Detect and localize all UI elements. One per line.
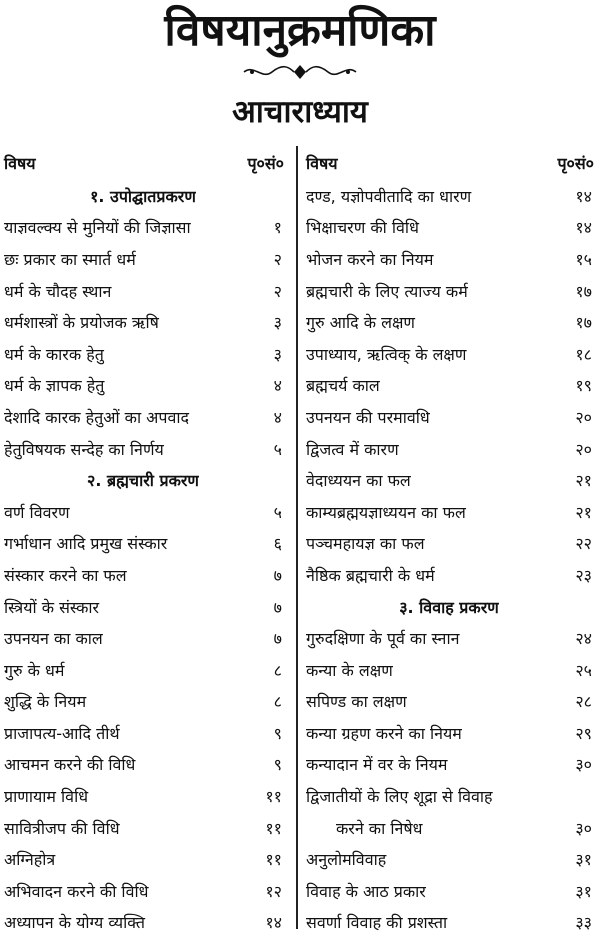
entry-title: कन्या ग्रहण करने का नियम bbox=[306, 723, 462, 743]
entry-title: छः प्रकार का स्मार्त धर्म bbox=[4, 249, 136, 269]
page-number: १८ bbox=[575, 344, 592, 364]
entry-title: गुरु आदि के लक्षण bbox=[306, 313, 416, 333]
page-number: ३० bbox=[575, 818, 592, 838]
toc-entry bbox=[0, 243, 296, 275]
toc-entry bbox=[298, 338, 600, 370]
toc-entry bbox=[298, 843, 600, 875]
page-number: ११ bbox=[265, 818, 282, 838]
entry-title: आचमन करने की विधि bbox=[4, 755, 136, 775]
toc-entry bbox=[0, 812, 296, 844]
entry-title: उपनयन की परमावधि bbox=[306, 407, 430, 427]
page-number: १५ bbox=[575, 249, 592, 269]
toc-entry bbox=[0, 843, 296, 875]
entry-title: दण्ड, यज्ञोपवीतादि का धारण bbox=[306, 186, 472, 206]
toc-entry bbox=[298, 401, 600, 433]
page-number: १७ bbox=[575, 313, 592, 333]
toc-entry bbox=[298, 717, 600, 749]
toc-entry bbox=[0, 496, 296, 528]
page-number: १९ bbox=[575, 376, 592, 396]
page-number: ३ bbox=[273, 344, 282, 364]
page-number: ९ bbox=[273, 723, 282, 743]
entry-title: वेदाध्ययन का फल bbox=[306, 471, 411, 491]
entry-title: कन्या के लक्षण bbox=[306, 660, 393, 680]
toc-entry bbox=[0, 875, 296, 907]
toc-entry bbox=[0, 780, 296, 812]
entry-title: गुरुदक्षिणा के पूर्व का स्नान bbox=[306, 629, 460, 649]
toc-entry bbox=[0, 907, 296, 938]
page-number: ३१ bbox=[575, 881, 592, 901]
entry-title: याज्ञवल्क्य से मुनियों की जिज्ञासा bbox=[4, 218, 191, 238]
toc-entry bbox=[298, 907, 600, 938]
toc-entry bbox=[298, 496, 600, 528]
entry-title: काम्यब्रह्मयज्ञाध्ययन का फल bbox=[306, 502, 466, 522]
entry-title: संस्कार करने का फल bbox=[4, 565, 127, 585]
page-number: २३ bbox=[575, 565, 592, 585]
page-number: २४ bbox=[575, 629, 592, 649]
toc-entry bbox=[0, 338, 296, 370]
column-header bbox=[298, 146, 600, 180]
toc-entry bbox=[0, 401, 296, 433]
page-number: ३ bbox=[273, 313, 282, 333]
section-heading-row bbox=[0, 464, 296, 496]
page-number: ३१ bbox=[575, 850, 592, 870]
toc-entry bbox=[298, 528, 600, 560]
entry-title: वर्ण विवरण bbox=[4, 502, 70, 522]
section-title: २. ब्रह्मचारी प्रकरण bbox=[87, 471, 199, 491]
toc-entry bbox=[0, 654, 296, 686]
entry-title: ब्रह्मचर्य काल bbox=[306, 376, 380, 396]
page-number: ५ bbox=[273, 502, 282, 522]
header-page: पृ०सं० bbox=[247, 154, 284, 173]
column-header bbox=[0, 146, 296, 180]
entry-title: हेतुविषयक सन्देह का निर्णय bbox=[4, 439, 164, 459]
page-number: २१ bbox=[575, 471, 592, 491]
page-number: २ bbox=[273, 249, 282, 269]
section-heading-row bbox=[298, 591, 600, 623]
page-title: विषयानुक्रमणिका bbox=[164, 5, 436, 56]
toc-entry bbox=[298, 654, 600, 686]
page-number: ७ bbox=[273, 565, 282, 585]
entry-title: ब्रह्मचारी के लिए त्याज्य कर्म bbox=[306, 281, 468, 301]
entry-title: स्त्रियों के संस्कार bbox=[4, 597, 100, 617]
page-number: २० bbox=[575, 407, 592, 427]
toc-entry bbox=[0, 528, 296, 560]
entry-title: उपाध्याय, ऋत्विक् के लक्षण bbox=[306, 344, 467, 364]
entry-title: करने का निषेध bbox=[336, 818, 423, 838]
toc-right-rows bbox=[298, 180, 600, 938]
page-number: १४ bbox=[575, 186, 592, 206]
page-number: ४ bbox=[273, 376, 282, 396]
toc-entry bbox=[0, 370, 296, 402]
entry-title: भिक्षाचरण की विधि bbox=[306, 218, 419, 238]
section-title: ३. विवाह प्रकरण bbox=[399, 597, 499, 617]
toc-entry bbox=[0, 749, 296, 781]
page-number: ११ bbox=[265, 850, 282, 870]
page-number: ८ bbox=[273, 692, 282, 712]
entry-title: गुरु के धर्म bbox=[4, 660, 65, 680]
toc-entry bbox=[0, 622, 296, 654]
page-number: ७ bbox=[273, 597, 282, 617]
entry-title: धर्म के चौदह स्थान bbox=[4, 281, 112, 301]
toc-entry bbox=[298, 306, 600, 338]
page-number: ५ bbox=[273, 439, 282, 459]
page-number: २० bbox=[575, 439, 592, 459]
page-number: ९ bbox=[273, 755, 282, 775]
header-page: पृ०सं० bbox=[557, 154, 594, 173]
entry-title: अध्यापन के योग्य व्यक्ति bbox=[4, 913, 145, 933]
section-title: १. उपोद्घातप्रकरण bbox=[90, 186, 196, 206]
toc-entry bbox=[298, 875, 600, 907]
entry-title: अभिवादन करने की विधि bbox=[4, 881, 149, 901]
entry-title: भोजन करने का नियम bbox=[306, 249, 434, 269]
ornament-icon bbox=[240, 62, 360, 82]
toc-entry bbox=[298, 686, 600, 718]
toc-entry bbox=[298, 180, 600, 212]
toc-entry bbox=[298, 433, 600, 465]
entry-title: शुद्धि के नियम bbox=[4, 692, 87, 712]
toc-entry bbox=[298, 212, 600, 244]
toc-entry bbox=[0, 717, 296, 749]
page-number: २ bbox=[273, 281, 282, 301]
toc-entry bbox=[0, 591, 296, 623]
section-heading-row bbox=[0, 180, 296, 212]
toc-left-rows bbox=[0, 180, 296, 938]
toc-right-column bbox=[298, 146, 600, 933]
page-number: १७ bbox=[575, 281, 592, 301]
toc-entry bbox=[298, 749, 600, 781]
toc-entry bbox=[0, 212, 296, 244]
toc-entry bbox=[298, 370, 600, 402]
page-number: २९ bbox=[575, 723, 592, 743]
entry-title: प्राणायाम विधि bbox=[4, 787, 89, 807]
toc-entry bbox=[298, 812, 600, 844]
entry-title: कन्यादान में वर के नियम bbox=[306, 755, 448, 775]
page-number: ३३ bbox=[575, 913, 592, 933]
toc-entry bbox=[298, 622, 600, 654]
page-number: ११ bbox=[265, 787, 282, 807]
entry-title: उपनयन का काल bbox=[4, 629, 103, 649]
page-number: ३० bbox=[575, 755, 592, 775]
page-number: २५ bbox=[575, 660, 592, 680]
ornament-divider bbox=[0, 60, 600, 84]
page-number: २१ bbox=[575, 502, 592, 522]
entry-title: गर्भाधान आदि प्रमुख संस्कार bbox=[4, 534, 168, 554]
toc-entry bbox=[0, 306, 296, 338]
entry-title: नैष्ठिक ब्रह्मचारी के धर्म bbox=[306, 565, 435, 585]
header-subject: विषय bbox=[4, 154, 36, 173]
toc-entry bbox=[298, 464, 600, 496]
toc-entry bbox=[0, 433, 296, 465]
page-number: ६ bbox=[273, 534, 282, 554]
toc-entry bbox=[298, 780, 600, 812]
page-number: ४ bbox=[273, 407, 282, 427]
toc-entry bbox=[0, 686, 296, 718]
entry-title: धर्मशास्त्रों के प्रयोजक ऋषि bbox=[4, 313, 159, 333]
toc-entry bbox=[298, 243, 600, 275]
page-number: २२ bbox=[575, 534, 592, 554]
toc-entry bbox=[298, 559, 600, 591]
toc-entry bbox=[298, 275, 600, 307]
page-number: १ bbox=[273, 218, 282, 238]
toc-entry bbox=[0, 275, 296, 307]
page-number: १४ bbox=[575, 218, 592, 238]
entry-title: धर्म के कारक हेतु bbox=[4, 344, 104, 364]
entry-title: पञ्चमहायज्ञ का फल bbox=[306, 534, 425, 554]
entry-title: धर्म के ज्ञापक हेतु bbox=[4, 376, 105, 396]
entry-title: द्विजातीयों के लिए शूद्रा से विवाह bbox=[306, 787, 493, 807]
entry-title: देशादि कारक हेतुओं का अपवाद bbox=[4, 407, 190, 427]
entry-title: अग्निहोत्र bbox=[4, 850, 56, 870]
page-number: १४ bbox=[265, 913, 282, 933]
entry-title: सवर्णा विवाह की प्रशस्ता bbox=[306, 913, 448, 933]
page-number: ७ bbox=[273, 629, 282, 649]
entry-title: प्राजापत्य-आदि तीर्थ bbox=[4, 723, 120, 743]
page-number: २८ bbox=[575, 692, 592, 712]
page-number: ८ bbox=[273, 660, 282, 680]
header-subject: विषय bbox=[306, 154, 338, 173]
section-heading: आचाराध्याय bbox=[232, 94, 368, 130]
entry-title: सपिण्ड का लक्षण bbox=[306, 692, 407, 712]
entry-title: द्विजत्व में कारण bbox=[306, 439, 399, 459]
entry-title: सावित्रीजप की विधि bbox=[4, 818, 120, 838]
page-number: १२ bbox=[265, 881, 282, 901]
toc-left-column bbox=[0, 146, 296, 933]
entry-title: विवाह के आठ प्रकार bbox=[306, 881, 426, 901]
toc-entry bbox=[0, 559, 296, 591]
entry-title: अनुलोमविवाह bbox=[306, 850, 387, 870]
